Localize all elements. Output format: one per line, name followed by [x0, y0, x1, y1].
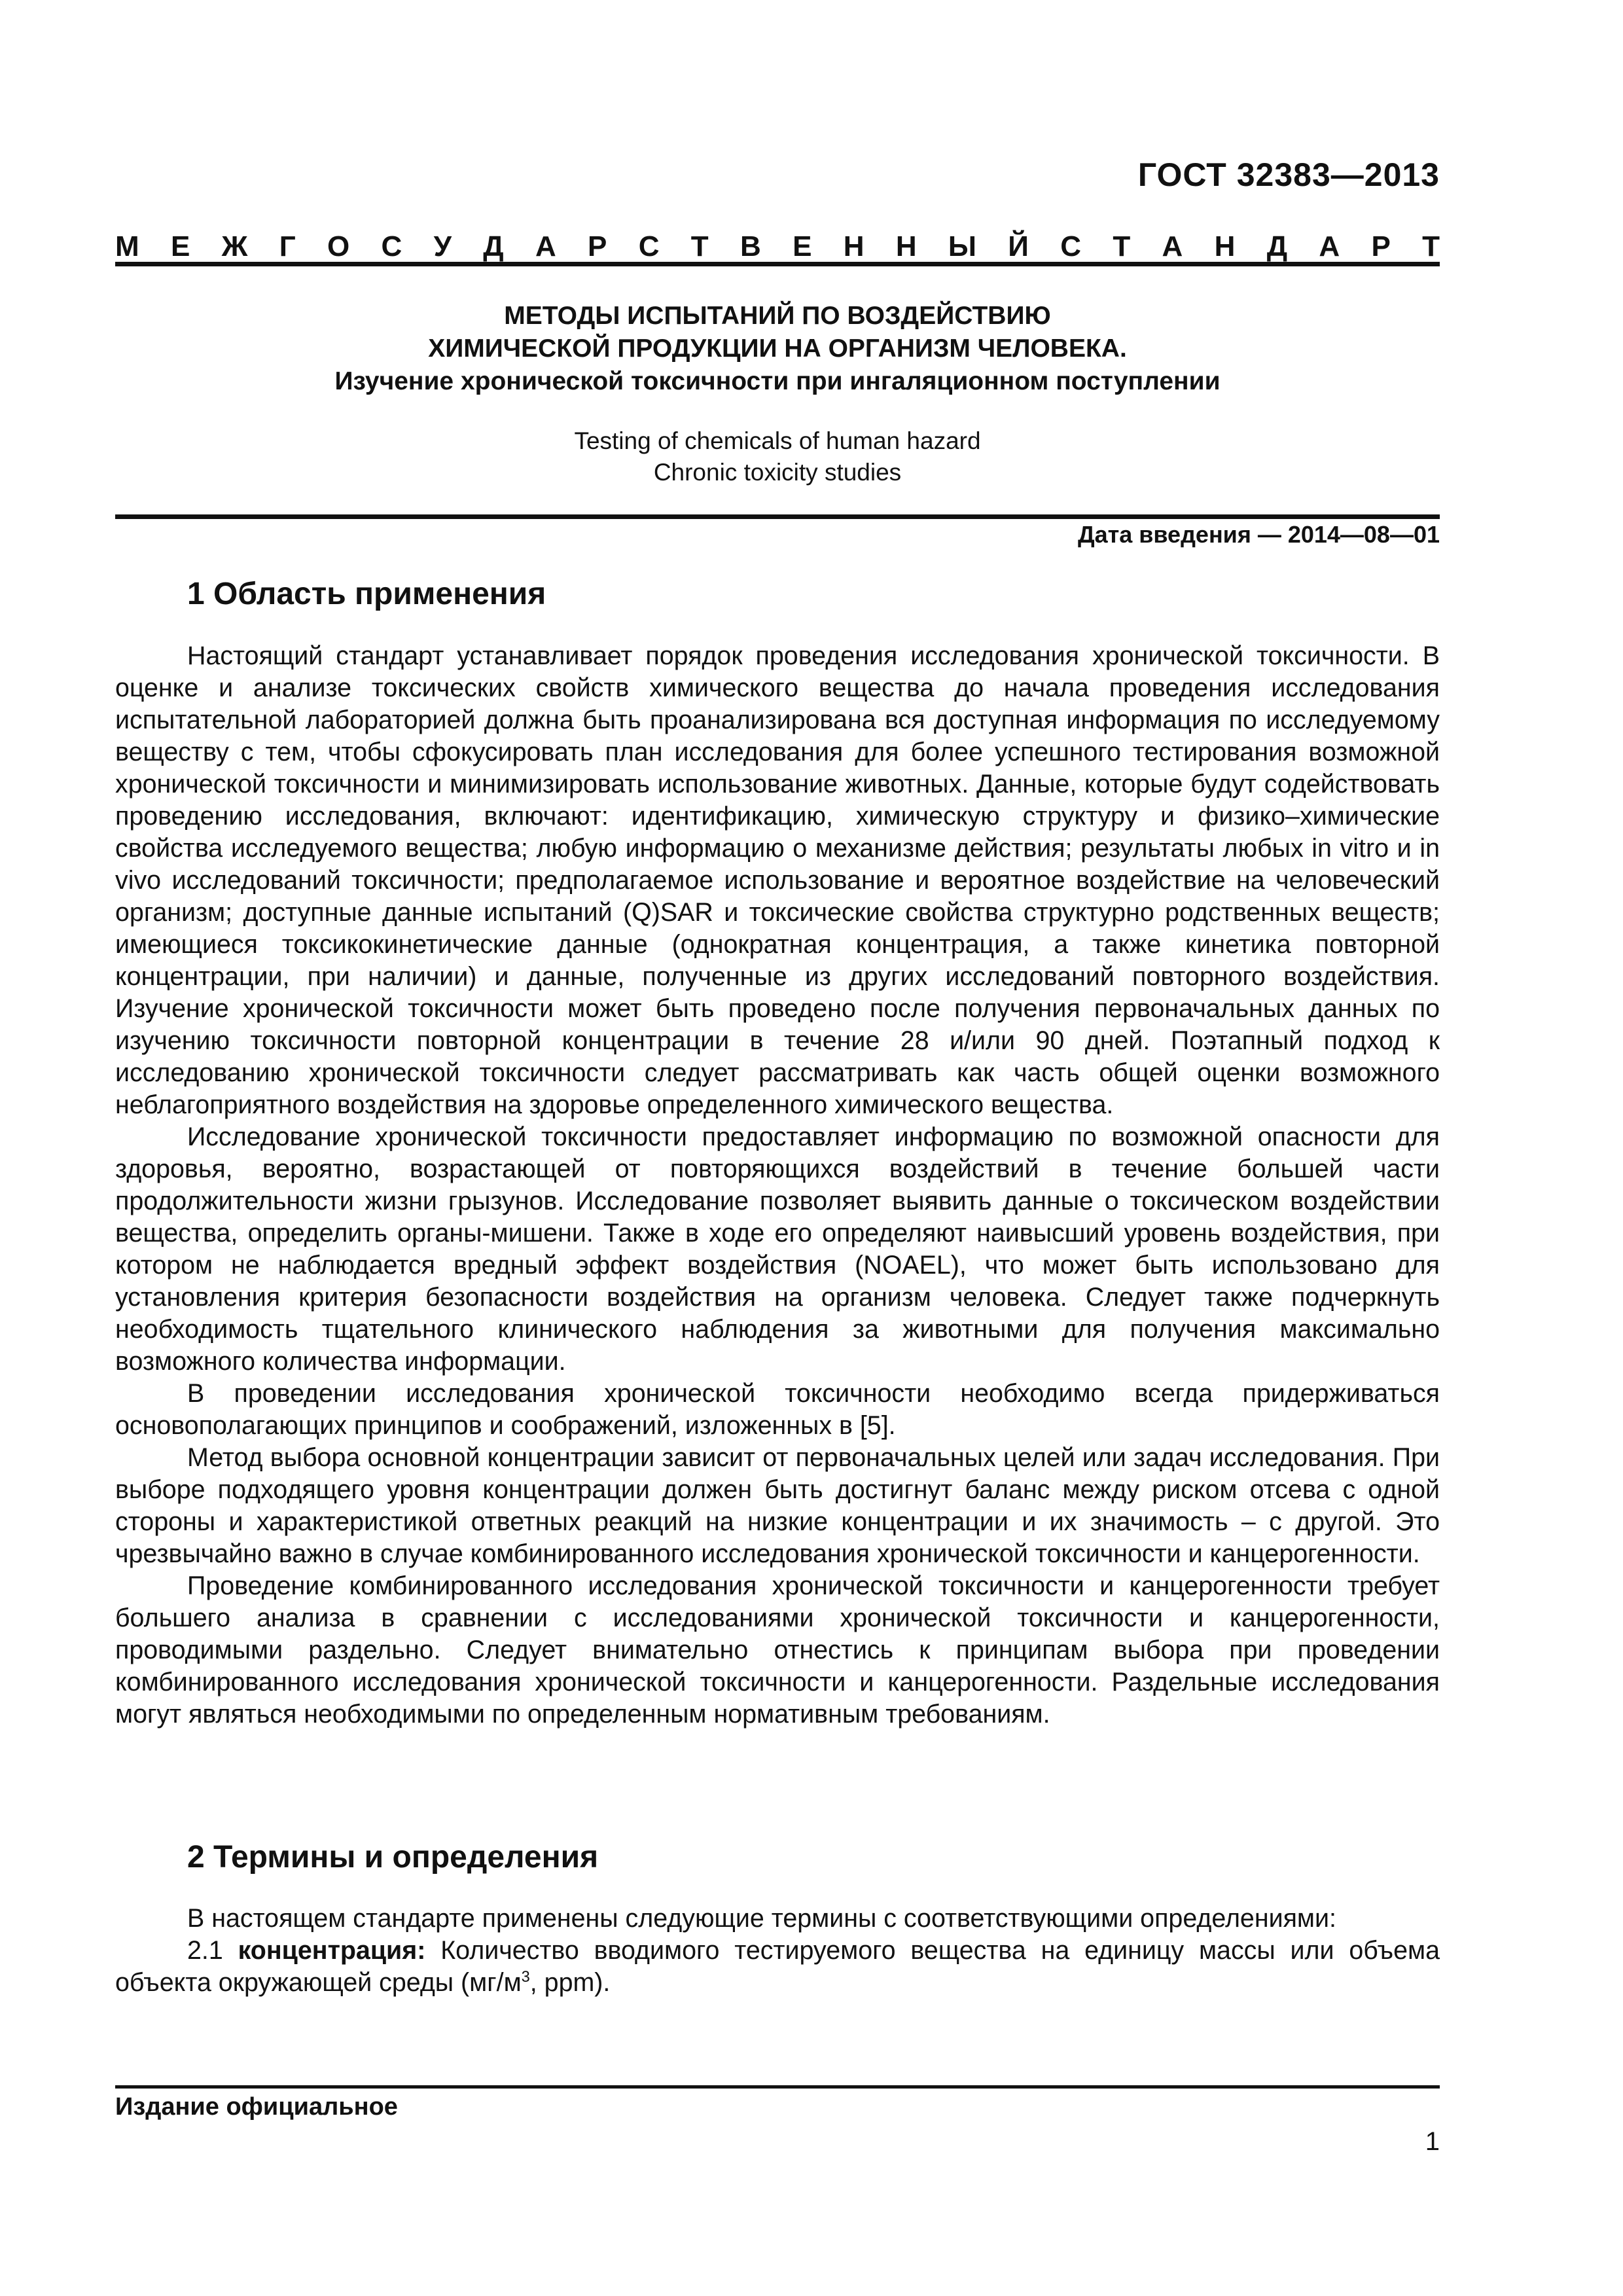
footer-rule	[115, 2085, 1440, 2089]
header-rule	[115, 262, 1440, 266]
section-1-heading: 1 Область применения	[187, 577, 546, 611]
term-number: 2.1	[187, 1936, 223, 1965]
paragraph: Метод выбора основной концентрации зависит от первоначальных целей или задач исследования. При выборе подходящего уровня концентрации должен быть достигнут баланс между риском отсева с одной стороны и характеристикой ответных реакций на низкие концентрации и их значимость – с другой. Это чрезвычайно важно в случае комбинированного исследования хронической токсичности и канцерогенности.	[115, 1443, 1440, 1568]
page-number: 1	[1425, 2127, 1440, 2156]
paragraph: В проведении исследования хронической токсичности необходимо всегда придерживаться основополагающих принципов и соображений, изложенных в [5].	[115, 1379, 1440, 1440]
document-code: ГОСТ 32383—2013	[1137, 156, 1440, 193]
term-name: концентрация:	[238, 1936, 426, 1965]
section-2-body	[115, 1903, 1440, 1999]
document-title	[115, 300, 1440, 398]
paragraph: Настоящий стандарт устанавливает порядок проведения исследования хронической токсичности. В оценке и анализе токсических свойств химического вещества до начала проведения исследования испытательной лабораторией должна быть проанализирована вся доступная информация по исследуемому веществу с тем, чтобы сфокусировать план исследования для более успешного тестирования возможной хронической токсичности и минимизировать использование животных. Данные, которые будут содействовать проведению исследования, включают: идентификацию, химическую структуру и физико–химические свойства исследуемого вещества; любую информацию о механизме действия; результаты любых in vitro и in vivo исследований токсичности; предполагаемое использование и вероятное воздействие на человеческий организм; доступные данные испытаний (Q)SAR и токсические свойства структурно родственных веществ; имеющиеся токсикокинетические данные (однократная концентрация, а также кинетика повторной концентрации, при наличии) и данные, полученные из других исследований повторного воздействия. Изучение хронической токсичности может быть проведено после получения первоначальных данных по изучению токсичности повторной концентрации в течение 28 и/или 90 дней. Поэтапный подход к исследованию хронической токсичности следует рассматривать как часть общей оценки возможного неблагоприятного воздействия на здоровье определенного химического вещества.	[115, 641, 1440, 1119]
paragraph: Исследование хронической токсичности предоставляет информацию по возможной опасности для здоровья, вероятно, возрастающей от повторяющихся воздействий в течение большей части продолжительности жизни грызунов. Исследование позволяет выявить данные о токсическом воздействии вещества, определить органы-мишени. Также в ходе его определяют наивысший уровень воздействия, при котором не наблюдается вредный эффект воздействия (NOAEL), что может быть использовано для установления критерия безопасности воздействия на организм человека. Следует также подчеркнуть необходимость тщательного клинического наблюдения за животными для получения максимально возможного количества информации.	[115, 1122, 1440, 1376]
title-line-2: ХИМИЧЕСКОЙ ПРОДУКЦИИ НА ОРГАНИЗМ ЧЕЛОВЕКА.	[428, 334, 1127, 363]
title-rule	[115, 514, 1440, 519]
english-title	[115, 425, 1440, 488]
edition-label: Издание официальное	[115, 2093, 398, 2121]
section-2-heading: 2 Термины и определения	[187, 1840, 599, 1874]
paragraph: Проведение комбинированного исследования хронической токсичности и канцерогенности требует большего анализа в сравнении с исследованиями хронической токсичности и канцерогенности, проводимыми раздельно. Следует внимательно отнестись к принципам выбора при проведении комбинированного исследования хронической токсичности и канцерогенности. Раздельные исследования могут являться необходимыми по определенным нормативным требованиям.	[115, 1571, 1440, 1729]
english-title-line-1: Testing of chemicals of human hazard	[574, 427, 981, 454]
term-definition-text: Количество вводимого тестируемого вещества на единицу массы или объема объекта окружающей среды (мг/м	[115, 1936, 1440, 1997]
interstate-standard-label: М Е Ж Г О С У Д А Р С Т В Е Н Н Ы Й С Т А Н Д А Р Т	[115, 230, 1440, 262]
superscript: 3	[521, 1968, 530, 1986]
term-definition-end: , ppm).	[529, 1968, 611, 1997]
term-definition	[115, 1935, 1440, 1999]
title-line-1: МЕТОДЫ ИСПЫТАНИЙ ПО ВОЗДЕЙСТВИЮ	[504, 302, 1051, 330]
section-2-intro: В настоящем стандарте применены следующие термины с соответствующими определениями:	[187, 1904, 1336, 1933]
introduction-date: Дата введения — 2014—08—01	[1077, 521, 1440, 548]
title-line-3: Изучение хронической токсичности при ингаляционном поступлении	[334, 367, 1221, 395]
english-title-line-2: Chronic toxicity studies	[653, 459, 902, 486]
section-1-body	[115, 640, 1440, 1731]
